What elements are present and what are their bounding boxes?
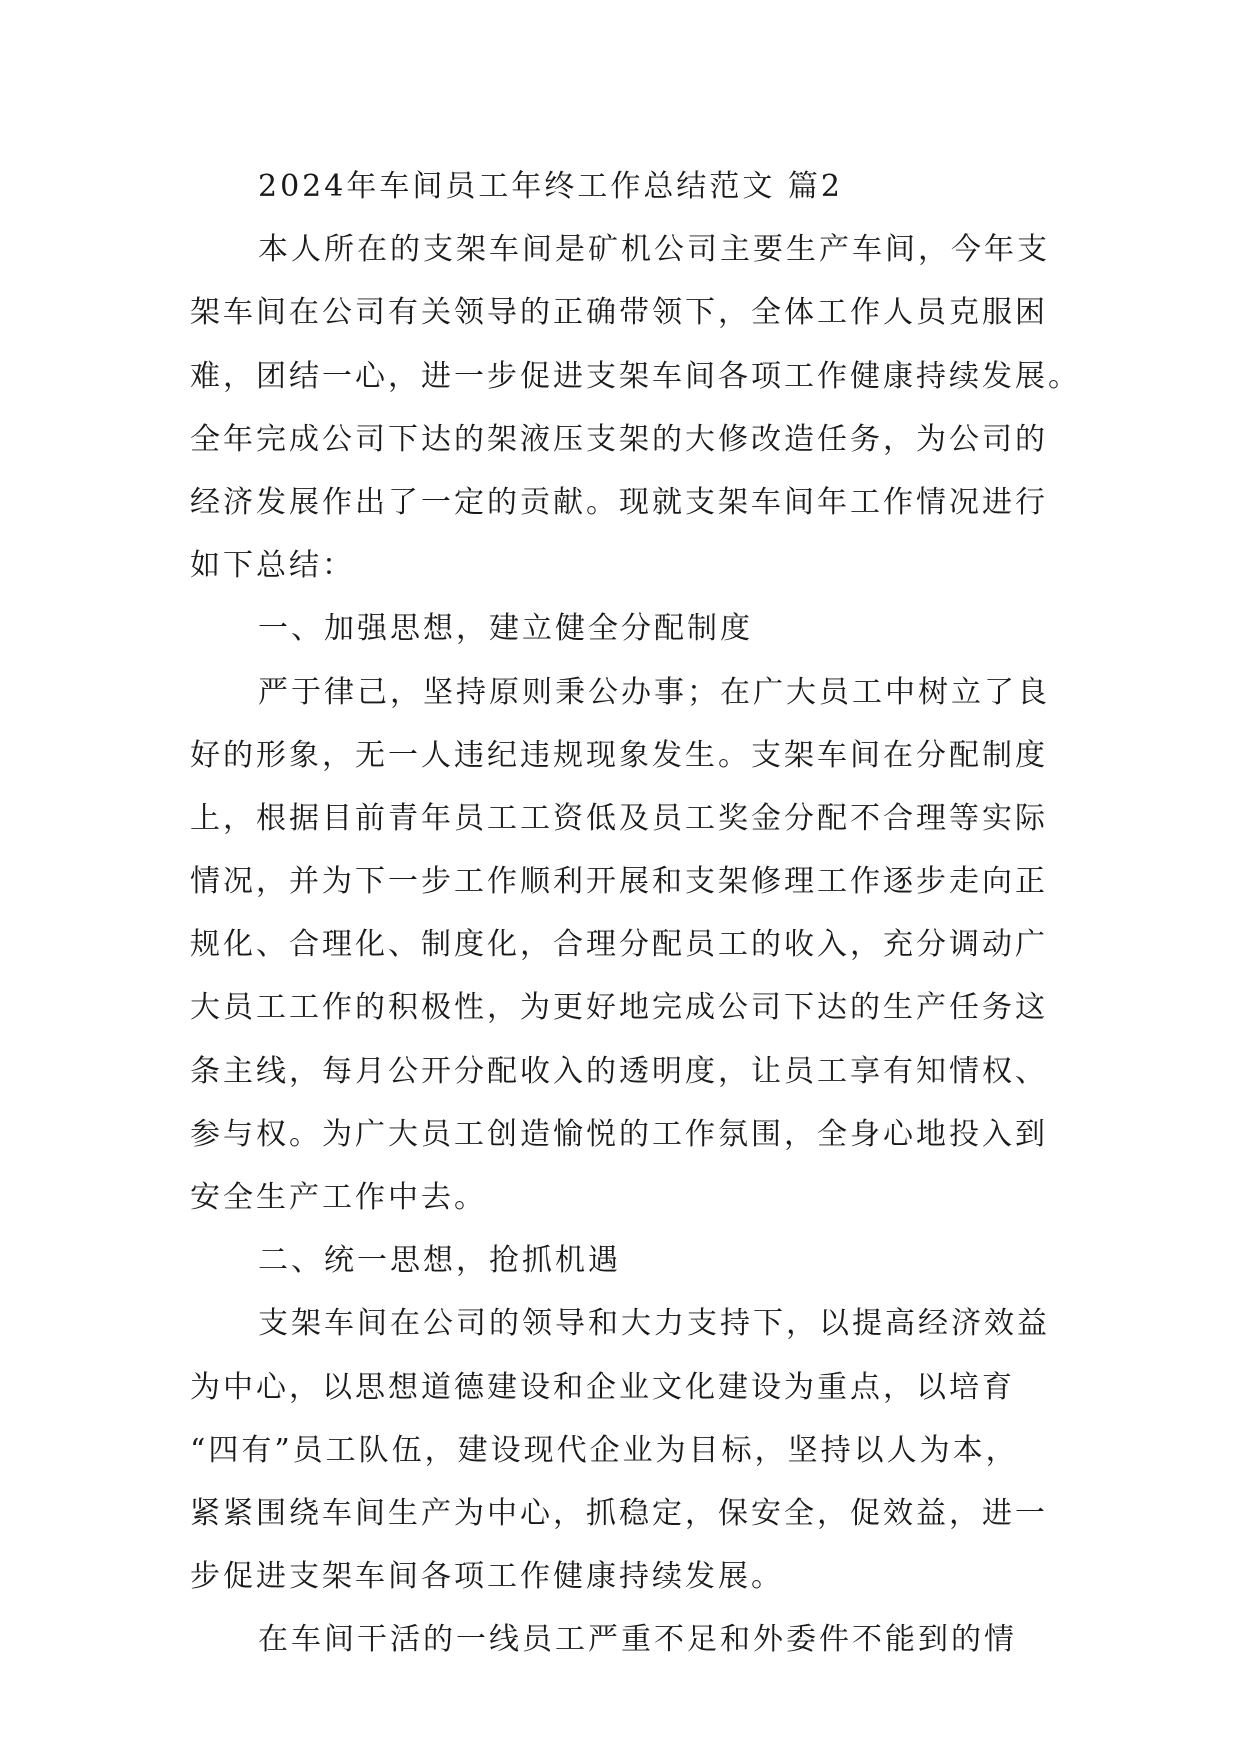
paragraph-line: 严于律己，坚持原则秉公办事；在广大员工中树立了良 — [258, 674, 1050, 710]
paragraph-line: 参与权。为广大员工创造愉悦的工作氛围，全身心地投入到 — [190, 1116, 1048, 1152]
paragraph-line: 规化、合理化、制度化，合理分配员工的收入，充分调动广 — [190, 927, 1048, 963]
paragraph-line: 大员工工作的积极性，为更好地完成公司下达的生产任务这 — [190, 990, 1048, 1026]
paragraph-line: 本人所在的支架车间是矿机公司主要生产车间，今年支 — [258, 232, 1050, 268]
paragraph-line: 安全生产工作中去。 — [190, 1180, 487, 1215]
document-body — [190, 155, 1081, 1672]
paragraph-line: 在车间干活的一线员工严重不足和外委件不能到的情 — [258, 1622, 1017, 1658]
paragraph-line: 架车间在公司有关领导的正确带领下，全体工作人员克服困 — [190, 295, 1048, 331]
paragraph-line: “四有”员工队伍，建设现代企业为目标，坚持以人为本， — [190, 1432, 1019, 1468]
paragraph-line: 好的形象，无一人违纪违规现象发生。支架车间在分配制度 — [190, 737, 1048, 773]
paragraph-line: 支架车间在公司的领导和大力支持下，以提高经济效益 — [258, 1306, 1050, 1342]
paragraph-line: 经济发展作出了一定的贡献。现就支架车间年工作情况进行 — [190, 484, 1048, 520]
paragraph-line: 条主线，每月公开分配收入的透明度，让员工享有知情权、 — [190, 1053, 1048, 1089]
paragraph-line: 全年完成公司下达的架液压支架的大修改造任务，为公司的 — [190, 421, 1048, 457]
paragraph-line: 难，团结一心，进一步促进支架车间各项工作健康持续发展。 — [190, 358, 1081, 394]
document-title: 2024年车间员工年终工作总结范文 篇2 — [258, 169, 843, 204]
paragraph-line: 情况，并为下一步工作顺利开展和支架修理工作逐步走向正 — [190, 864, 1048, 900]
section-heading: 二、统一思想，抢抓机遇 — [258, 1243, 621, 1279]
section-heading: 一、加强思想，建立健全分配制度 — [258, 611, 753, 647]
paragraph-line: 如下总结： — [190, 548, 355, 584]
paragraph-line: 紧紧围绕车间生产为中心，抓稳定，保安全，促效益，进一 — [190, 1495, 1048, 1531]
paragraph-line: 为中心，以思想道德建设和企业文化建设为重点，以培育 — [190, 1369, 1015, 1405]
paragraph-line: 上，根据目前青年员工工资低及员工奖金分配不合理等实际 — [190, 800, 1048, 836]
paragraph-line: 步促进支架车间各项工作健康持续发展。 — [190, 1559, 784, 1595]
